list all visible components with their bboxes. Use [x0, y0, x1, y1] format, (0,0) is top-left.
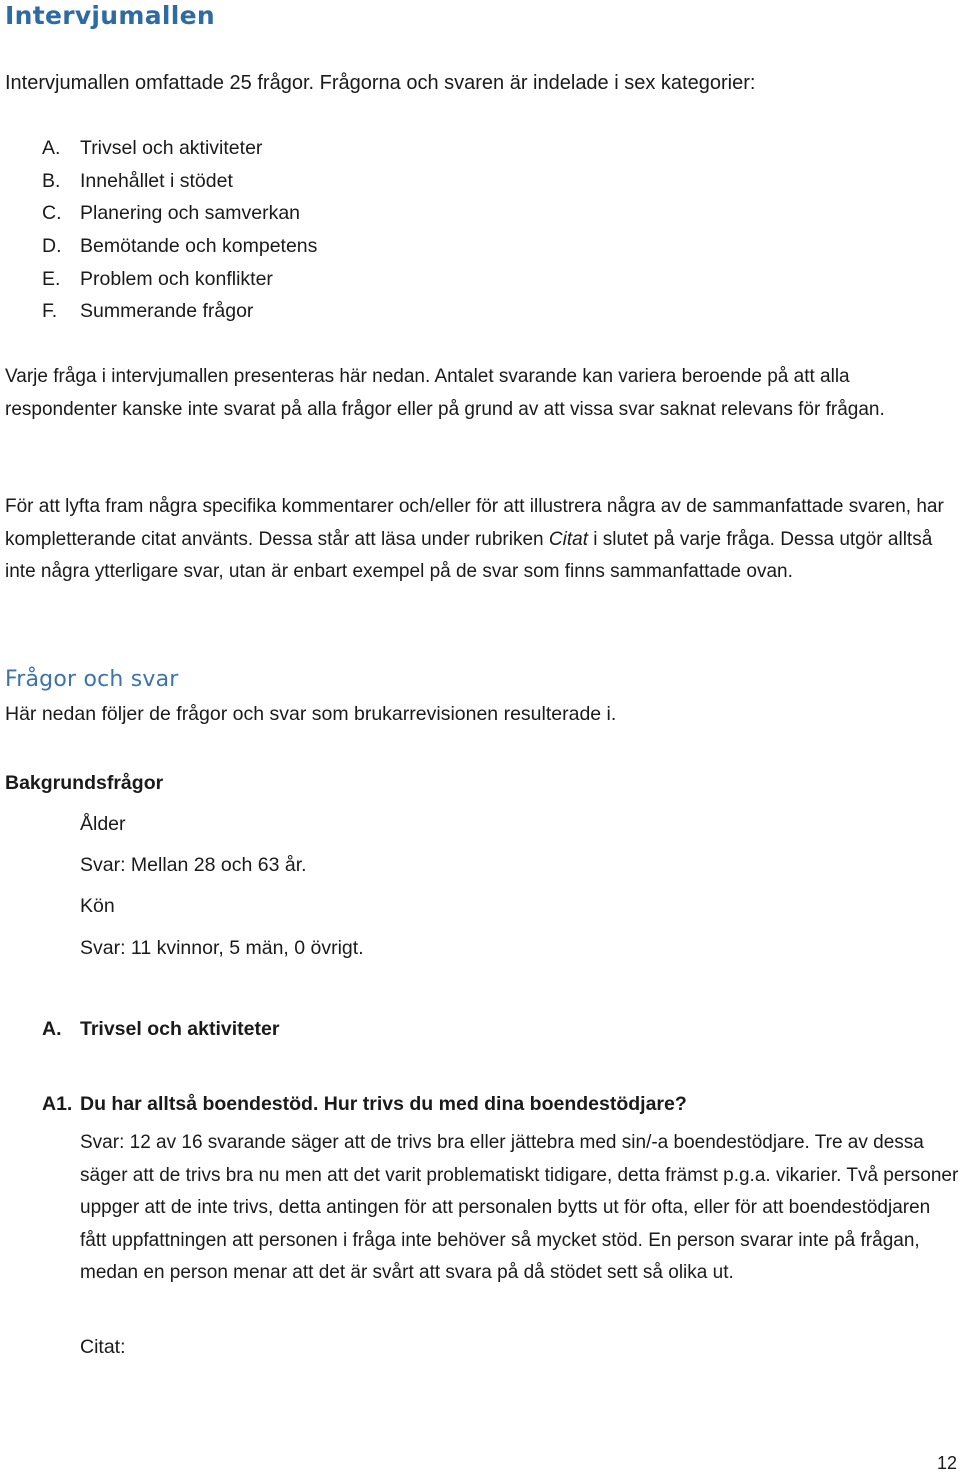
category-letter: A.: [42, 1018, 62, 1040]
list-item: [42, 263, 317, 296]
page-title: Intervjumallen: [5, 1, 216, 30]
list-item: [42, 197, 317, 230]
list-letter: E.: [42, 267, 61, 290]
paragraph-quotes-before: För att lyfta fram några specifika kommentarer och/eller för att illustrera några av de sammanfattade svaren, har kompletterande citat använts. Dessa står att läsa under rubriken: [5, 496, 944, 550]
category-list: [42, 132, 317, 328]
list-label: Summerande frågor: [80, 300, 254, 323]
list-label: Innehållet i stödet: [80, 169, 233, 192]
category-heading-a: [42, 1013, 279, 1045]
section-intro: Här nedan följer de frågor och svar som brukarrevisionen resulterade i.: [5, 703, 617, 725]
question-a1: [42, 1088, 687, 1120]
background-question-gender: Kön: [80, 895, 115, 917]
list-label: Bemötande och kompetens: [80, 235, 318, 258]
intro-paragraph: Intervjumallen omfattade 25 frågor. Frågorna och svaren är indelade i sex kategorier:: [5, 72, 756, 94]
list-item: [42, 295, 317, 328]
list-label: Trivsel och aktiviteter: [80, 137, 263, 159]
quote-label: Citat:: [80, 1336, 126, 1358]
background-title: Bakgrundsfrågor: [5, 772, 164, 794]
background-question-age: Ålder: [80, 813, 126, 835]
list-label: Problem och konflikter: [80, 267, 273, 290]
answer-a1: Svar: 12 av 16 svarande säger att de trivs bra eller jättebra med sin/-a boendestödjare. Tre av dessa säger att de trivs bra nu men att det varit problematiskt tidigare, detta främst p.g.a. vikarier. Två personer uppger att de inte trivs, detta antingen för att personalen bytts ut för ofta, eller för att boendestödjaren fått uppfattningen att personen i fråga inte behöver så mycket stöd. En person svarar inte på frågan, medan en person menar att det är svårt att svara på då stödet sett så olika ut.: [80, 1132, 959, 1284]
citat-italic: Citat: [548, 528, 588, 550]
section-heading: Frågor och svar: [5, 667, 179, 692]
background-answer-age: Svar: Mellan 28 och 63 år.: [80, 854, 307, 876]
paragraph-respondents: Varje fråga i intervjumallen presenteras här nedan. Antalet svarande kan variera beroende på att alla respondenter kanske inte svarat på alla frågor eller på grund av att vissa svar saknat relevans för frågan.: [5, 366, 885, 420]
list-item: [42, 132, 317, 165]
list-letter: B.: [42, 169, 61, 192]
list-item: [42, 230, 317, 263]
question-number: A1.: [42, 1093, 73, 1115]
category-label: Trivsel och aktiviteter: [80, 1018, 280, 1040]
list-letter: C.: [42, 202, 62, 225]
list-label: Planering och samverkan: [80, 202, 301, 225]
paragraph-quotes-after: i slutet på varje fråga. Dessa utgör alltså inte några ytterligare svar, utan är enbart exempel på de svar som finns sammanfattade ovan.: [5, 528, 933, 583]
list-letter: D.: [42, 235, 62, 258]
background-answer-gender: Svar: 11 kvinnor, 5 män, 0 övrigt.: [80, 937, 364, 959]
list-letter: F.: [42, 300, 58, 323]
list-item: [42, 165, 317, 198]
paragraph-quotes: [5, 491, 957, 589]
question-text: Du har alltså boendestöd. Hur trivs du med dina boendestödjare?: [80, 1093, 687, 1115]
page-number: 12: [937, 1453, 958, 1473]
list-letter: A.: [42, 137, 61, 159]
